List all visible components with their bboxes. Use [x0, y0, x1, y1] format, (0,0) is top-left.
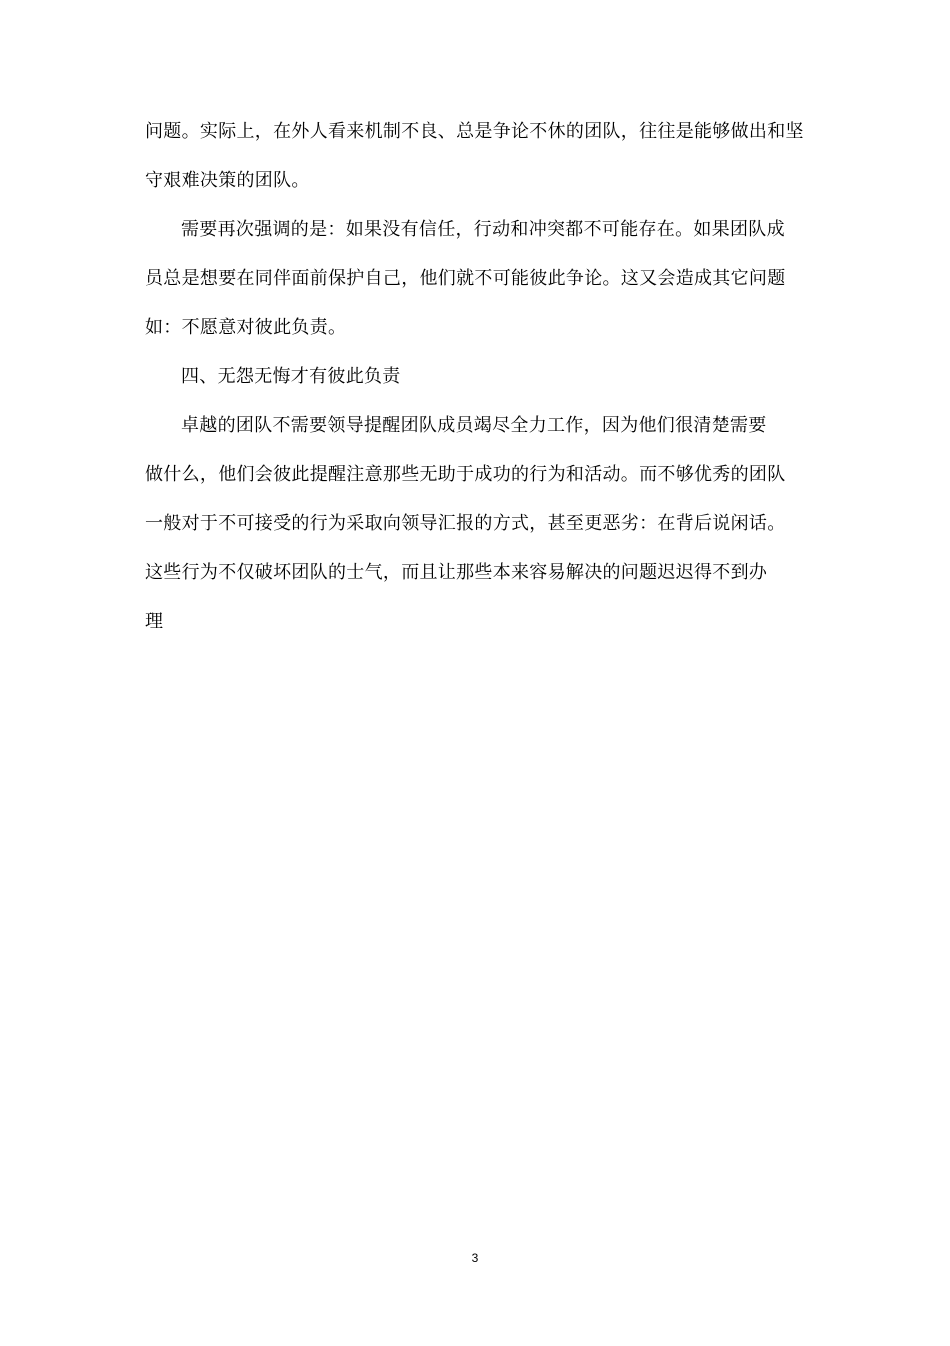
text-line-8: 做什么，他们会彼此提醒注意那些无助于成功的行为和活动。而不够优秀的团队	[145, 464, 786, 485]
section-heading: 四、无怨无悔才有彼此负责	[181, 366, 401, 387]
text-line-9: 一般对于不可接受的行为采取向领导汇报的方式，甚至更恶劣：在背后说闲话。	[145, 513, 786, 534]
text-line-11: 理	[145, 611, 164, 632]
text-line-2: 守艰难决策的团队。	[145, 170, 310, 191]
page-number: 3	[471, 1251, 479, 1265]
text-line-3: 需要再次强调的是：如果没有信任，行动和冲突都不可能存在。如果团队成	[181, 219, 785, 240]
text-line-10: 这些行为不仅破坏团队的士气，而且让那些本来容易解决的问题迟迟得不到办	[145, 562, 768, 583]
text-line-7: 卓越的团队不需要领导提醒团队成员竭尽全力工作，因为他们很清楚需要	[181, 415, 767, 436]
text-line-1: 问题。实际上，在外人看来机制不良、总是争论不休的团队，往往是能够做出和坚	[145, 121, 804, 142]
text-line-5: 如：不愿意对彼此负责。	[145, 317, 347, 338]
text-line-4: 员总是想要在同伴面前保护自己，他们就不可能彼此争论。这又会造成其它问题	[145, 268, 786, 289]
document-body	[145, 107, 809, 646]
